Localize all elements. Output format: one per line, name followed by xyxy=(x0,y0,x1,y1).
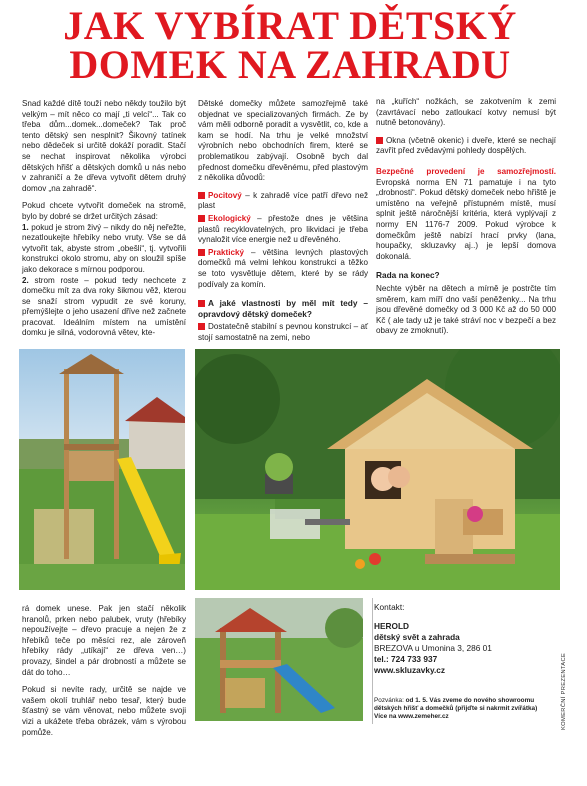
article-title xyxy=(10,3,570,87)
company-name: HEROLD xyxy=(374,621,410,631)
subheading: Rada na konec? xyxy=(376,270,440,281)
list-item: Ekologický – přestože dnes je většina plastů recyklovatelných, pro likvidaci je třeba vynaložit více energie než u dřevěného. xyxy=(198,213,368,245)
company-address: BREZOVA u Umonina 3, 286 01 xyxy=(374,643,492,653)
note-text: od 1. 5. Vás zveme do nového showroomu dětských hřišť a domečků (přijďte si nakrmit zvířátka) xyxy=(374,697,538,712)
company-phone: tel.: 724 733 937 xyxy=(374,654,438,664)
paragraph: Pokud si nevíte rady, určitě se najde ve vašem okolí truhlář nebo tesař, který bude šťastný se vám věnovat, nebo můžete svoji vizi a ukážete třeba obrázek, vám s výrobou pomůže. xyxy=(22,685,186,737)
subheading: A jaké vlastnosti by měl mít tedy – opravdový dětský domeček? xyxy=(198,298,368,319)
paragraph: Bezpečné provedení je samozřejmostí. Evropská norma EN 71 pamatuje i na tyto „drobnosti“. Pokud dětský domeček nebo hřiště je umístěno na veřejně přístupném místě, musí splnit ještě náročnější kritéria, která vyplývají z normy EN 1176-7 2009. Pokud výrobce k domečkům ještě nabízí hrací prvky (lana, houpačky, skluzavky aj..) je lepší domova dokonalá. xyxy=(376,166,556,261)
paragraph: na „kuřích“ nožkách, se zakotvením k zemi (zavrtávací nebo zatloukací kotvy nemusí být nutně betonovány). xyxy=(376,97,556,128)
title-line-1: JAK VYBÍRAT DĚTSKÝ xyxy=(63,3,517,48)
blue-slide-illustration xyxy=(195,598,363,721)
paragraph: Dětské domečky můžete samozřejmě také objednat ve specializovaných firmách. Ze by vám měli odborně poradit a vysvětlit, co, kde a kam se hodí. Na trhu je velké množství výrobních nebo obchodních firem, které se problematikou zabývají. Osobně bych dal přednost domečku dřevěnému, před plastovým z několika důvodů: xyxy=(198,99,368,183)
paragraph: 2. strom roste – pokud tedy nechcete z domečku mít za dva roky šikmou věž, kterou se snaží strom vypudit ze své koruny, přemýšlejte o jeho usazení dříve než začnete pracovat. Ideálním místem na umístění domku je silná, vodorovná větev, kte- xyxy=(22,275,186,338)
contact-block xyxy=(374,602,544,676)
title-line-2: DOMEK NA ZAHRADU xyxy=(69,42,511,87)
company-website[interactable]: www.skluzavky.cz xyxy=(374,665,446,675)
list-item: Pocitový – k zahradě více patří dřevo než plast xyxy=(198,190,368,211)
photo-wooden-house xyxy=(195,349,560,590)
column-1 xyxy=(22,99,186,346)
paragraph: Snad každé dítě touží nebo někdy toužilo být velkým – mít něco co mají „ti velcí“... Tak co třeba dům...domek...domeček? Tak proč tento dětský sen nesplnit? Šikovný tatínek nebo dědeček si určitě dokáží poradit. Stačí se nechat inspirovat několika výrobci dětských hřišť a dětských domků u nás nebo v zahraničí a že dřeva vytvořit dětem druhý domov „na zahradě“. xyxy=(22,99,186,193)
contact-label: Kontakt: xyxy=(374,602,405,612)
wooden-house-illustration xyxy=(195,349,560,590)
paragraph: 1. pokud je strom živý – nikdy do něj neřežte, nezatloukejte hřebíky nebo vruty. Vše se dá vytvořit tak, abyste strom „obešli“, tj. vytvořili konstrukci okolo stromu, aby on sloužil spíše jako dekorace s mírnou podporou. xyxy=(22,222,186,274)
column-2 xyxy=(198,99,368,350)
bullet-icon xyxy=(198,215,205,222)
bullet-icon xyxy=(198,300,205,307)
bullet-icon xyxy=(198,323,205,330)
bullet-icon xyxy=(198,249,205,256)
paragraph: rá domek unese. Pak jen stačí několik hranolů, prken nebo palubek, vruty (hřebíky nepoužívejte – dřevo pracuje a nejen že z hřebíků teče po měsíci rez, ale zároveň hřebíky rády „utíkají“ ze dřeva ven…) provazy, šindel a pár drobností a můžete se dát do toho… xyxy=(22,604,186,677)
photo-blue-slide xyxy=(195,598,363,721)
divider xyxy=(372,598,373,724)
bottom-column-1 xyxy=(22,604,186,738)
note-label: Pozvánka: xyxy=(374,697,404,704)
paragraph: Nechte výběr na dětech a mírně je postrčte tím směrem, kam míří dno vaší peněženky... Na trhu jsou dřevěné domečky od 3 000 Kč až do 50 000 Kč ( ale tady už je také stráví noc v bezpečí a bez obavy ze zmoknutí). xyxy=(376,283,556,336)
list-item: Praktický – většina levných plastových domečků má velmi lehkou konstrukci a těžko se toto vysvětluje dětem, které by se rády podívaly za komín. xyxy=(198,247,368,289)
commercial-presentation-label: KOMERČNÍ PREZENTACE xyxy=(561,652,567,730)
bullet-icon xyxy=(376,137,383,144)
playground-illustration xyxy=(19,349,185,590)
paragraph: Pokud chcete vytvořit domeček na stromě, bylo by dobré se držet určitých zásad: xyxy=(22,201,186,221)
invitation-note xyxy=(374,697,546,721)
bullet-icon xyxy=(198,192,205,199)
column-3 xyxy=(376,99,556,344)
list-item: Okna (včetně okenic) i dveře, které se nechají zavřít před zvědavými pohledy dospělých. xyxy=(376,135,556,156)
list-item: Dostatečně stabilní s pevnou konstrukcí – ať stojí samostatně na zemi, nebo xyxy=(198,322,368,342)
note-website[interactable]: Více na www.zemeher.cz xyxy=(374,713,449,720)
photo-playground-slide xyxy=(19,349,185,590)
company-tagline: dětský svět a zahrada xyxy=(374,632,460,642)
